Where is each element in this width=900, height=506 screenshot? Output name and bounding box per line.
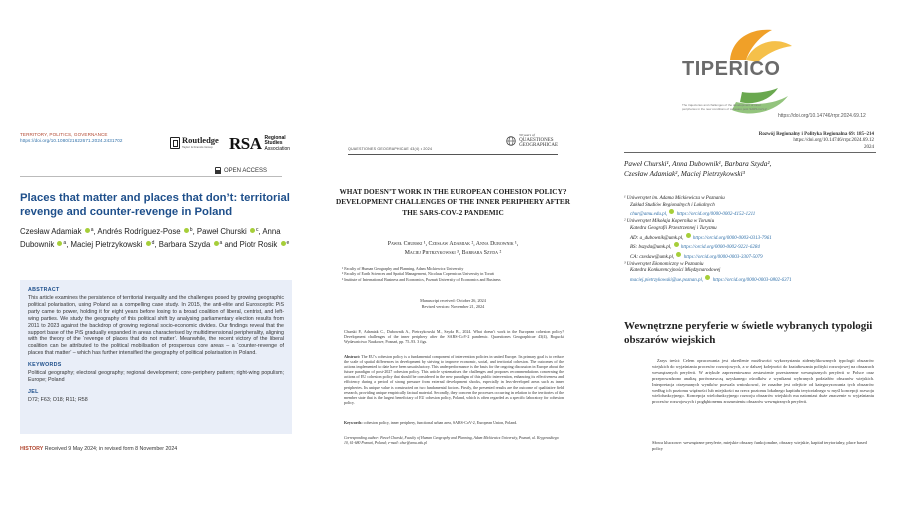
affiliation: ¹ Uniwersytet im. Adama Mickiewicza w Poznaniu (624, 196, 725, 201)
rsa-logo (229, 134, 290, 154)
affiliation: ² Uniwersytet Mikołaja Kopernika w Toruniu (624, 219, 715, 225)
paper-title: Places that matter and places that don’t: territorial revenge and counter-revenge in Poland (20, 192, 290, 218)
rsa-line1: Regional Studies (264, 134, 286, 147)
author[interactable]: Andrés Rodríguez-Pose (97, 227, 181, 236)
manuscript-dates (330, 298, 576, 310)
open-access-label: OPEN ACCESS (224, 167, 268, 174)
affiliation-dept: Katedra Geografii Przestrzennej i Turyzmu (630, 225, 717, 231)
author[interactable]: Paweł Churski (196, 227, 247, 236)
history-text: Received 9 May 2024; in revised form 8 November 2024 (44, 446, 178, 452)
publisher-sub: Taylor & Francis Group (182, 145, 213, 149)
orcid-link[interactable]: https://orcid.org/0000-0002-9221-6284 (680, 245, 760, 251)
revised-date: Revised version: November 21, 2024 (421, 303, 485, 309)
author-list: Czesław Adamiak $^a$, Andrés Rodríguez-Pose $^b$, Paweł Churski $^c$, Anna Dubownik $^a$, Maciej Pietrzykowski $^d$, Barbara Szyda $^a$ and Piotr Rosik $^e$ (20, 227, 290, 249)
author-list (624, 160, 884, 179)
orcid-icon[interactable] (184, 228, 189, 233)
abstract-text: The EU’s cohesion policy is a fundamental component of intervention policies in united Europe. Its primary goal is to reduce the scale of spatial differences in development by striving to improve economic, social, and territorial cohesion. The outcomes of the actions implemented to date have been unsatisfactory. This underperformance is the basis for the ongoing discussion in Europe about the future paradigm of post-2027 cohesion policy. This article systematises the challenges and proposes recommendations concerning the actions of EU cohesion policy that should be considered in the new paradigm of this public intervention, enhancing its effectiveness and efficiency during a period of strong pressure from external development shocks, especially in less-developed areas such as inner peripheries. Its unique value is constructed on two fundamental factors. Firstly, the presented results are the outcome of qualitative field research, providing unique empirically factual material. Secondly, they concern the processes occurring in relation to the territories of the member state that is the largest beneficiary of EU cohesion policy, Poland, which is often regarded as a specific laboratory for cohesion policy. (344, 354, 564, 405)
affiliations (342, 266, 572, 282)
corresponding-author: Corresponding author: Paweł Churski, Faculty of Human Geography and Planning, Adam Mickiewicz University, Poznań, ul. Krygowskiego 10, 61-680 Poznań, Poland; e-mail: chur@amu.edu.pl (344, 436, 559, 445)
badge-line2: QUAESTIONES (519, 138, 554, 144)
history-line (20, 446, 177, 452)
authors-line: Maciej Pietrzykowski ³, Barbara Szyda ² (404, 249, 502, 256)
affiliation-dept: Zakład Studiów Regionalnych i Lokalnych (630, 202, 715, 208)
author[interactable]: Anna Dubownik (20, 227, 281, 249)
email-link[interactable]: AD: a_dubownik@umk.pl, (630, 235, 684, 241)
abstract (344, 354, 564, 405)
tiperico-logo-text: TIPERICO (682, 58, 781, 80)
authors-line: Paweł Churski ¹, Czesław Adamiak ², Anna Dubownik ¹, (387, 241, 519, 247)
anniversary-badge (506, 133, 558, 149)
abstract-label: Abstract: (344, 354, 361, 359)
authors-line: Czesław Adamiak², Maciej Pietrzykowski³ (624, 169, 745, 178)
orcid-icon[interactable] (214, 241, 219, 246)
publisher-name: Routledge (182, 135, 219, 145)
orcid-icon[interactable] (686, 233, 691, 238)
affiliation: ¹ Faculty of Human Geography and Planning, Adam Mickiewicz University (342, 266, 464, 271)
journal-section: TERRITORY, POLITICS, GOVERNANCE (20, 132, 108, 137)
received-date: Manuscript received: October 26, 2024 (420, 298, 486, 303)
orcid-link[interactable]: https://orcid.org/0000-0003-0802-6371 (712, 278, 792, 284)
keywords-text: cohesion policy, inner periphery, functional urban area, SARS-CoV-2, European Union, Poland. (363, 420, 518, 425)
author[interactable]: Maciej Pietrzykowski (70, 239, 143, 249)
orcid-icon[interactable] (85, 228, 90, 233)
tiperico-doi[interactable]: https://doi.org/10.14746/rrpr.2024.69.12 (778, 113, 866, 119)
authors-line: Paweł Churski¹, Anna Dubownik¹, Barbara Szyda², (624, 160, 772, 168)
email-link[interactable]: CA: czeslaw@umk.pl, (630, 254, 675, 260)
divider (348, 154, 558, 155)
globe-icon (506, 135, 516, 147)
orcid-link[interactable]: https://orcid.org/0000-0003-3307-5079 (683, 254, 763, 260)
open-access-badge (215, 167, 267, 174)
email-link[interactable]: maciej.pietrzykowski@ue.poznan.pl, (630, 278, 704, 284)
orcid-icon[interactable] (250, 228, 255, 233)
paper-territorial-revenge (0, 0, 300, 506)
affiliation: ³ Uniwersytet Ekonomiczny w Poznaniu (624, 261, 704, 267)
orcid-icon[interactable] (669, 209, 674, 214)
journal-year: 2024 (864, 144, 874, 150)
citation: Churski P., Adamiak C., Dubownik A., Pietrzykowski M., Szyda B., 2024. What doesn’t work in the European cohesion policy? Development challenges of the inner periphery after the SARS-CoV-2 pandemic. Quaestiones Geographicae 43(4), Bogucki Wydawnictwo Naukowe, Poznań, pp. 75–93. 3 figs. (344, 329, 564, 345)
paper-title: WHAT DOESN’T WORK IN THE EUROPEAN COHESION POLICY? DEVELOPMENT CHALLENGES OF THE INNER PERIPHERY AFTER THE SARS-COV-2 PANDEMIC (335, 187, 571, 217)
orcid-icon[interactable] (705, 275, 710, 280)
rsa-line2: Association (264, 145, 291, 152)
affiliation-dept: Katedra Konkurencyjności Międzynarodowej (630, 268, 721, 274)
badge-line3: GEOGRAPHICAE (519, 143, 558, 149)
affiliation: ² Faculty of Earth Sciences and Spatial Management, Nicolaus Copernicus University in Toruń (342, 271, 494, 277)
keywords-text: Słowa kluczowe: wewnętrzne peryferie, miejskie obszary funkcjonalne, obszary wiejskie, kapitał terytorialny, place based policy (652, 440, 867, 451)
tiperico-desc: The trajectories and challenges of the development of inner peripheries in the new conditions of cohesion post SARS-CoV-2 (682, 103, 767, 111)
journal-header (348, 131, 558, 153)
doi-link[interactable]: https://doi.org/10.1080/21622671.2024.2431702 (20, 138, 123, 143)
affiliation: ³ Institute of International Business and Economics, Poznań University of Economics and Business (342, 276, 501, 282)
author[interactable]: Barbara Szyda (158, 239, 211, 249)
badge-line1: 50 years of (519, 133, 535, 137)
author-list (330, 240, 576, 257)
keywords (344, 420, 564, 425)
journal-info (759, 132, 874, 151)
journal-name: Rozwój Regionalny i Polityka Regionalna 69: 185–214 (758, 132, 874, 137)
abstract-box (20, 280, 292, 434)
paper-inner-peripheries (600, 0, 900, 506)
affiliations (624, 196, 894, 285)
email-link[interactable]: BS: bszyda@umk.pl, (630, 245, 672, 251)
keywords-label: Keywords: (344, 420, 363, 425)
publisher-logos (170, 134, 290, 154)
author[interactable]: Piotr Rosik (239, 239, 278, 249)
journal-name: QUAESTIONES GEOGRAPHICAE 43(4) • 2024 (348, 147, 433, 151)
orcid-link[interactable]: https://orcid.org/0000-0002-4152-1211 (676, 212, 756, 218)
orcid-icon[interactable] (676, 252, 681, 257)
jel-codes: D72; F63; O18; R11; R58 (28, 396, 88, 403)
orcid-icon[interactable] (281, 241, 286, 246)
abstract-text: This article examines the persistence of territorial inequality and the challenges posed by growing geographic political polarisation, using Poland as a compelling case study. In 2015, the anti-elite and Eurosceptic PiS party came to power, holding it for eight years before losing to a broad coalition of liberal, centrist, and left-wing parties. We study the geography of this political shift by analysing parliamentary election results from 2011 to 2023 against the backdrop of growing regional socio-economic divides. Our findings reveal that the support base of the PiS gradually expanded in areas characterised by multidimensional peripherality, aligning with the theory of the ‘revenge of places that do not matter’. Meanwhile, the recent victory of the liberal coalition can be attributed to the political mobilisation of prosperous core areas – a ‘counter-revenge of places that matter’ – which has further intensified the geography of political polarisation in Poland. (28, 295, 284, 357)
keywords-text: Political geography; electoral geography; regional development; core-periphery pattern; right-wing populism; Europe; Poland (28, 370, 284, 384)
jel-heading: JEL (28, 388, 39, 395)
routledge-icon (170, 137, 180, 149)
divider (624, 152, 876, 153)
routledge-logo (170, 136, 219, 149)
doi-link[interactable]: https://doi.org/10.14746/rrpr.2024.69.12 (793, 138, 874, 144)
paper-title: Wewnętrzne peryferie w świetle wybranych typologii obszarów wiejskich (624, 320, 873, 346)
orcid-icon[interactable] (146, 241, 151, 246)
divider (20, 176, 282, 177)
orcid-link[interactable]: https://orcid.org/0000-0003-0313-7961 (692, 235, 772, 241)
paper-cohesion-policy (300, 0, 600, 506)
orcid-icon[interactable] (57, 241, 62, 246)
keywords-heading: KEYWORDS (28, 362, 62, 369)
rsa-mark: RSA (229, 134, 262, 153)
email-link[interactable]: chur@amu.edu.pl, (630, 212, 668, 218)
orcid-icon[interactable] (674, 242, 679, 247)
abstract-text: Zarys treści: Celem opracowania jest określenie możliwości wykorzystania zidentyfikowanych typologii obszarów wiejskich do wyjaśniania procesów rozwojowych, a w dalszej kolejności do kształtowania polityki rozwojowej na obszarach wewnętrznych peryferii. W artykule zaprezentowano zestawienie przestrzenne wewnętrznych peryferii w Polsce oraz przeprowadzono analizę porównawczą uzyskanego ośrodków z wynikami wybranych podziałów obszarów wiejskich. Interpretacja otrzymanych wyników pozwala wnioskować, że zasadne jest odejście od kategoryzowania tych obszarów według ich poziomu więźności lub miejskości na rzecz poziomu lokalnego kapitału terytorialnego w myśl koncepcji rozwoju wielofunkcyjnego. Koncepcja wielofunkcyjnego rozwoju obszarów wiejskich ma natomiast duże znaczenie w wyjaśnianiu procesów rozwojowych i pogłębionemu zrozumieniu obszarów wewnętrznych peryferii. (652, 358, 874, 405)
abstract-heading: ABSTRACT (28, 287, 60, 293)
author[interactable]: Czesław Adamiak (20, 227, 82, 236)
history-label: HISTORY (20, 446, 44, 452)
open-lock-icon (215, 167, 221, 174)
